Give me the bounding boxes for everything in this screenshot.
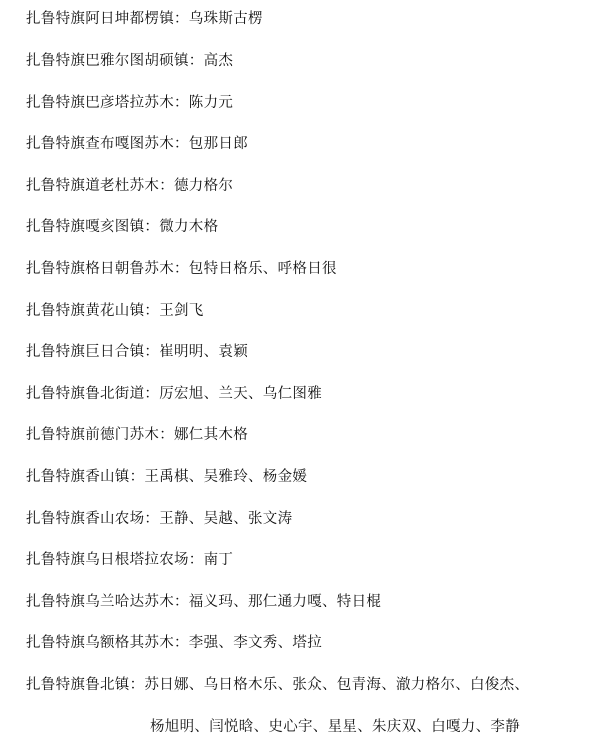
entry-line-continuation: 杨旭明、闫悦晗、史心宇、星星、朱庆双、白嘎力、李静 — [150, 719, 520, 735]
entry-line: 扎鲁特旗乌兰哈达苏木：福义玛、那仁通力嘎、特日棍 — [26, 594, 382, 610]
entry-line: 扎鲁特旗鲁北镇：苏日娜、乌日格木乐、张众、包青海、澈力格尔、白俊杰、 — [26, 677, 530, 693]
entry-line: 扎鲁特旗巴雅尔图胡硕镇：高杰 — [26, 53, 234, 69]
entry-line: 扎鲁特旗格日朝鲁苏木：包特日格乐、呼格日很 — [26, 261, 337, 277]
entry-line: 扎鲁特旗乌日根塔拉农场：南丁 — [26, 552, 234, 568]
entry-line: 扎鲁特旗鲁北街道：厉宏旭、兰天、乌仁图雅 — [26, 386, 322, 402]
entry-line: 扎鲁特旗乌额格其苏木：李强、李文秀、塔拉 — [26, 635, 322, 651]
entry-line: 扎鲁特旗前德门苏木：娜仁其木格 — [26, 427, 248, 443]
entry-line: 扎鲁特旗巨日合镇：崔明明、袁颖 — [26, 344, 248, 360]
entry-line: 扎鲁特旗香山农场：王静、吴越、张文涛 — [26, 511, 293, 527]
entry-line: 扎鲁特旗道老杜苏木：德力格尔 — [26, 178, 234, 194]
entry-line: 扎鲁特旗阿日坤都楞镇：乌珠斯古楞 — [26, 11, 263, 27]
entry-line: 扎鲁特旗查布嘎图苏木：包那日郎 — [26, 136, 248, 152]
entry-line: 扎鲁特旗黄花山镇：王剑飞 — [26, 303, 204, 319]
entry-line: 扎鲁特旗嘎亥图镇：微力木格 — [26, 219, 219, 235]
entry-line: 扎鲁特旗巴彦塔拉苏木：陈力元 — [26, 95, 234, 111]
entry-line: 扎鲁特旗香山镇：王禹棋、吴雅玲、杨金媛 — [26, 469, 308, 485]
